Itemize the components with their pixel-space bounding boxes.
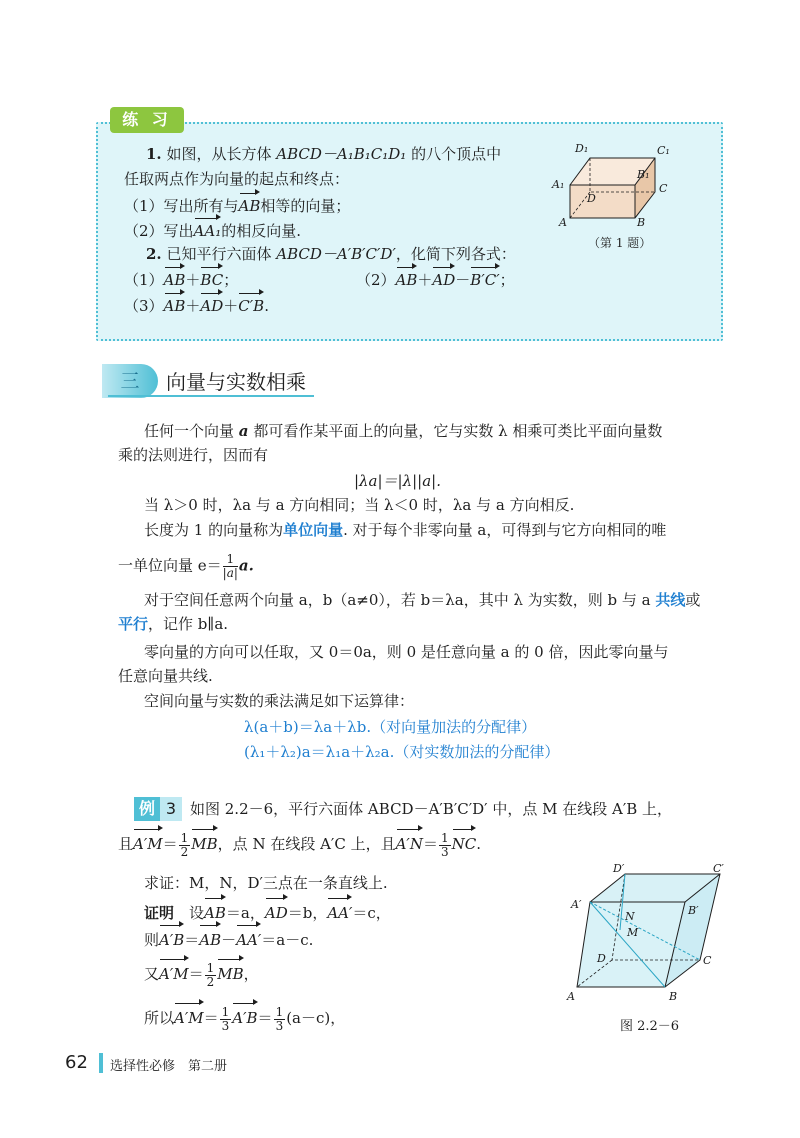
example-fig-caption: 图 2.2－6 xyxy=(620,1019,680,1034)
paragraph-9: 任意向量共线. xyxy=(118,667,213,685)
exercise-tab: 练 习 xyxy=(110,107,184,133)
exercise-fig-caption: （第 1 题） xyxy=(588,236,652,250)
label-D: D xyxy=(597,952,606,965)
label-C1: C₁ xyxy=(657,144,670,157)
term-unit-vector: 单位向量 xyxy=(283,521,344,539)
label-N: N xyxy=(625,910,635,923)
label-Dprime: D′ xyxy=(613,862,625,875)
label-A: A xyxy=(567,990,575,1003)
formula-norm: |λa|＝|λ||a|. xyxy=(354,472,441,490)
section-number: 三 xyxy=(102,364,158,398)
proof-line4: 所以A′M＝ $\frac{1}{3}$ A′B＝ $\frac{1}{3}$ (a－c)， xyxy=(144,1002,345,1033)
label-A1: A₁ xyxy=(552,178,565,191)
law-scalar-distributive: (λ₁＋λ₂)a＝λ₁a＋λ₂a.（对实数加法的分配律） xyxy=(244,743,560,761)
paragraph-4: 长度为 1 的向量称为单位向量. 对于每个非零向量 a，可得到与它方向相同的唯 xyxy=(144,521,667,539)
proof-line1: 证明 设AB＝a，AD＝b，AA′＝c， xyxy=(144,897,391,924)
box-figure xyxy=(545,140,695,230)
paragraph-8: 零向量的方向可以任取，又 0＝0a，则 0 是任意向量 a 的 0 倍，因此零向量与 xyxy=(144,643,669,661)
label-Aprime: A′ xyxy=(571,898,582,911)
example-tag: 例 3 xyxy=(134,797,182,821)
proof-line3: 又A′M＝ $\frac{1}{2}$ MB， xyxy=(144,958,259,989)
law-vector-distributive: λ(a＋b)＝λa＋λb.（对向量加法的分配律） xyxy=(244,718,537,736)
paragraph-3: 当 λ＞0 时，λa 与 a 方向相同；当 λ＜0 时，λa 与 a 方向相反. xyxy=(144,496,575,514)
label-B1: B₁ xyxy=(637,168,650,181)
label-D1: D₁ xyxy=(575,142,589,155)
term-parallel: 平行 xyxy=(118,615,149,633)
paragraph-5: 一单位向量 e＝ $\frac{1}{|a|}$ a. xyxy=(118,552,254,580)
label-B: B xyxy=(637,216,646,229)
section-title: 向量与实数相乘 xyxy=(166,370,306,394)
label-C: C xyxy=(703,954,712,967)
exercise-q1-sub2: （2）写出AA₁的相反向量. xyxy=(124,217,301,241)
exercise-q2-sub3: （3）AB＋AD＋C′B. xyxy=(124,292,269,316)
exercise-q1-line1: 1. 如图，从长方体 ABCD－A₁B₁C₁D₁ 的八个顶点中 xyxy=(146,145,502,163)
label-Cprime: C′ xyxy=(713,862,724,875)
paragraph-10: 空间向量与实数的乘法满足如下运算律： xyxy=(144,692,415,710)
label-M: M xyxy=(627,926,639,939)
example-line1: 如图 2.2－6，平行六面体 ABCD－A′B′C′D′ 中，点 M 在线段 A′B 上， xyxy=(190,800,673,818)
label-D: D xyxy=(587,192,596,205)
term-collinear: 共线 xyxy=(655,591,686,609)
exercise-q2-sub2: （2）AB＋AD－B′C′； xyxy=(356,266,515,290)
section-underline xyxy=(108,395,314,397)
fraction-1-over-norm-a: $\frac{1}{|a|}$ xyxy=(222,552,238,580)
exercise-q2-sub1: （1）AB＋BC； xyxy=(124,266,238,290)
label-C: C xyxy=(659,182,668,195)
paragraph-6: 对于空间任意两个向量 a，b（a≠0），若 b＝λa，其中 λ 为实数，则 b 与 a 共线或 xyxy=(144,591,701,609)
label-Bprime: B′ xyxy=(688,904,699,917)
book-title: 选择性必修 第二册 xyxy=(110,1059,228,1074)
box-front-face xyxy=(570,185,635,218)
footer-bar xyxy=(99,1053,103,1073)
proof-line2: 则A′B＝AB－AA′＝a－c. xyxy=(144,924,313,951)
page-number: 62 xyxy=(65,1052,88,1073)
exercise-q2-line: 2. 已知平行六面体 ABCD－A′B′C′D′，化简下列各式： xyxy=(146,245,516,263)
label-A: A xyxy=(559,216,567,229)
exercise-q1-line2: 任取两点作为向量的起点和终点： xyxy=(124,170,350,188)
example-line2: 且A′M＝ $\frac{1}{2}$ MB，点 N 在线段 A′C 上，且A′N＝ $\frac{1}{3}$ NC. xyxy=(118,828,481,859)
parallelepiped-figure xyxy=(565,862,725,1012)
paragraph-7: 平行，记作 b∥a. xyxy=(118,615,229,633)
paragraph-2: 乘的法则进行，因而有 xyxy=(118,446,269,464)
label-B: B xyxy=(669,990,678,1003)
example-prove: 求证：M，N，D′三点在一条直线上. xyxy=(144,874,388,892)
paragraph-1: 任何一个向量 a 都可看作某平面上的向量，它与实数 λ 相乘可类比平面向量数 xyxy=(144,422,663,440)
exercise-q1-sub1: （1）写出所有与AB相等的向量； xyxy=(124,192,350,216)
